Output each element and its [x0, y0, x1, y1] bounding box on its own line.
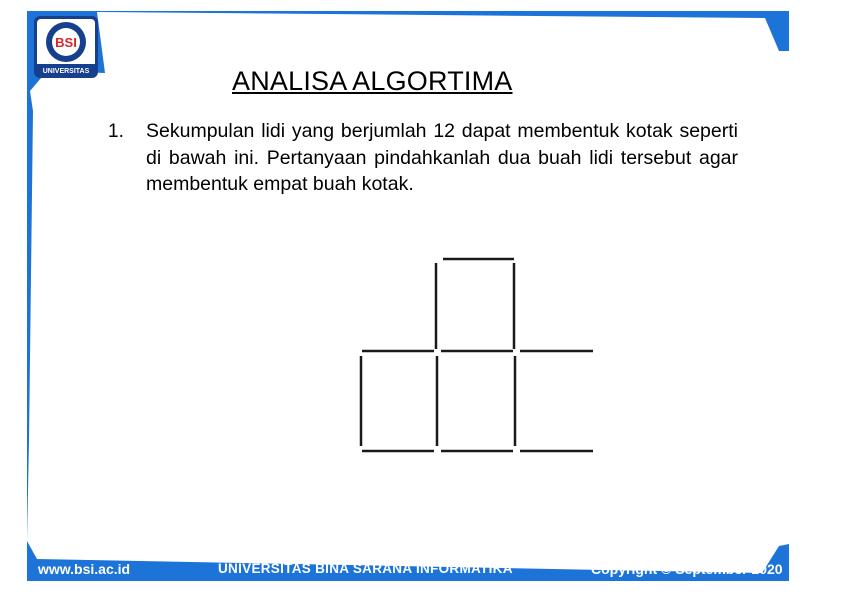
question-number: 1.	[108, 121, 124, 142]
footer-url[interactable]: www.bsi.ac.id	[38, 561, 131, 577]
footer-university: UNIVERSITAS BINA SARANA INFORMATIKA	[218, 561, 513, 576]
page-title: ANALISA ALGORTIMA	[232, 66, 513, 96]
logo-mark: BSI	[55, 35, 77, 50]
footer-copyright: Copyright © September 2020	[591, 561, 783, 577]
university-logo	[34, 16, 98, 78]
logo-label: UNIVERSITAS	[42, 68, 90, 75]
matchstick-figure	[350, 250, 600, 460]
question-text: Sekumpulan lidi yang berjumlah 12 dapat membentuk kotak seperti di bawah ini. Pertanyaan pindahkanlah dua buah lidi tersebut agar membentuk empat buah kotak.	[146, 120, 738, 195]
